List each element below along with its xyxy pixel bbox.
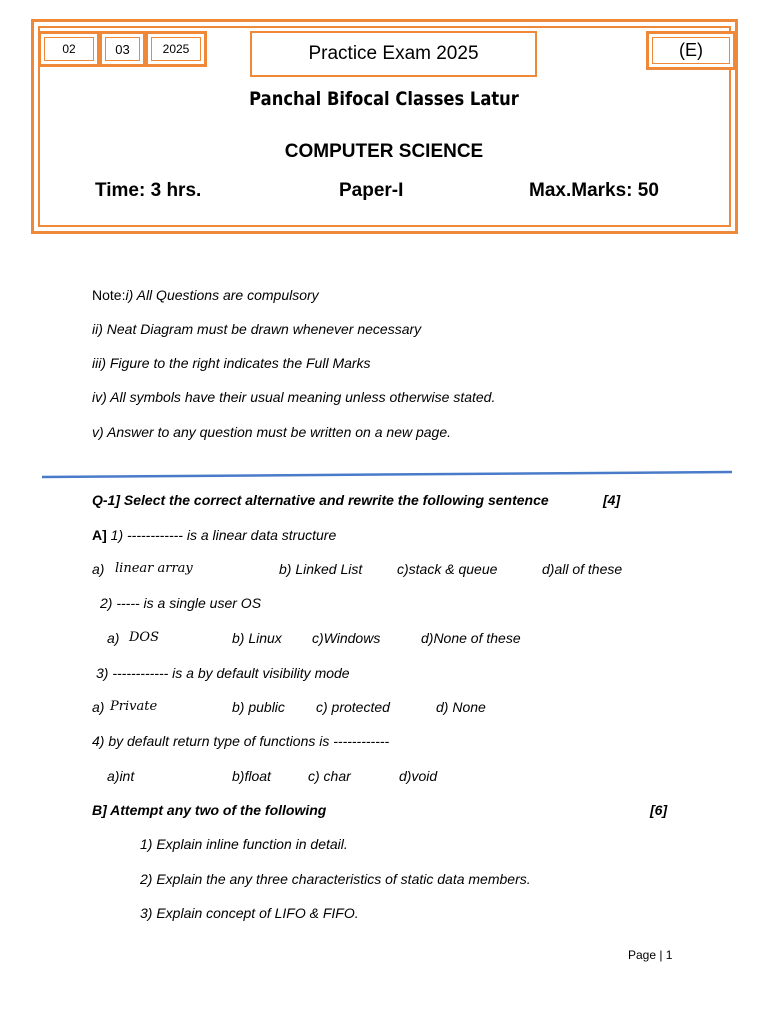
- part-b-heading: B] Attempt any two of the following: [92, 802, 327, 818]
- note-prefix: Note:: [92, 287, 126, 303]
- option-c: c) char: [308, 768, 351, 784]
- exam-code: (E): [679, 40, 703, 60]
- exam-title-box: [250, 31, 537, 77]
- max-marks-label: Max.Marks: 50: [529, 180, 659, 201]
- question-1-options: [92, 561, 692, 581]
- option-b: b) public: [232, 699, 285, 715]
- question-4-options: [107, 768, 707, 788]
- subject-title: COMPUTER SCIENCE: [284, 141, 484, 162]
- q1-heading: Q-1] Select the correct alternative and rewrite the following sentence: [92, 492, 549, 508]
- option-d: d) None: [436, 699, 486, 715]
- option-a: DOS: [129, 630, 159, 645]
- part-b-item: 2) Explain the any three characteristics of static data members.: [140, 871, 531, 887]
- part-a-label: A]: [92, 527, 107, 543]
- option-c: c) protected: [316, 699, 390, 715]
- note-item: ii) Neat Diagram must be drawn whenever necessary: [92, 321, 422, 337]
- date-day: 02: [62, 42, 76, 56]
- date-day-box: [38, 31, 100, 67]
- option-d: d)all of these: [542, 561, 623, 577]
- section-divider: [42, 470, 732, 480]
- question-3-options: [92, 699, 692, 719]
- option-c: c)stack & queue: [397, 561, 498, 577]
- option-a: a)int: [107, 768, 135, 784]
- q1-marks: [4]: [603, 492, 621, 508]
- option-label: a): [92, 561, 105, 577]
- question-2: 2) ----- is a single user OS: [100, 595, 262, 611]
- question-3: 3) ------------ is a by default visibility mode: [96, 665, 350, 681]
- option-label: a): [92, 699, 105, 715]
- part-b-item: 3) Explain concept of LIFO & FIFO.: [140, 905, 359, 921]
- time-label: Time: 3 hrs.: [95, 180, 202, 201]
- option-label: a): [107, 630, 120, 646]
- part-b-item: 1) Explain inline function in detail.: [140, 836, 348, 852]
- question-1: [92, 527, 336, 543]
- note-item: i) All Questions are compulsory: [125, 287, 319, 303]
- option-a: Private: [110, 699, 158, 714]
- institute-name: Panchal Bifocal Classes Latur: [249, 88, 519, 110]
- paper-label: Paper-I: [339, 180, 404, 201]
- option-b: b) Linked List: [279, 561, 363, 577]
- note-item: iv) All symbols have their usual meaning unless otherwise stated.: [92, 389, 496, 405]
- question-4: 4) by default return type of functions is ------------: [92, 733, 390, 749]
- exam-title: Practice Exam 2025: [308, 43, 479, 64]
- page-number: Page | 1: [628, 948, 673, 962]
- option-d: d)void: [399, 768, 438, 784]
- option-d: d)None of these: [421, 630, 521, 646]
- date-month: 03: [115, 41, 130, 57]
- option-b: b)float: [232, 768, 271, 784]
- note-item: iii) Figure to the right indicates the Full Marks: [92, 355, 371, 371]
- part-b-marks: [6]: [650, 802, 668, 818]
- option-b: b) Linux: [232, 630, 282, 646]
- note-line-1: [92, 287, 319, 303]
- code-box: [646, 31, 736, 70]
- question-2-options: [107, 630, 707, 650]
- date-year: 2025: [162, 42, 190, 56]
- option-a: linear array: [115, 561, 193, 576]
- date-year-box: [145, 31, 207, 67]
- option-c: c)Windows: [312, 630, 381, 646]
- note-item: v) Answer to any question must be written on a new page.: [92, 424, 452, 440]
- question-text: 1) ------------ is a linear data structure: [110, 527, 337, 543]
- date-month-box: [99, 31, 146, 67]
